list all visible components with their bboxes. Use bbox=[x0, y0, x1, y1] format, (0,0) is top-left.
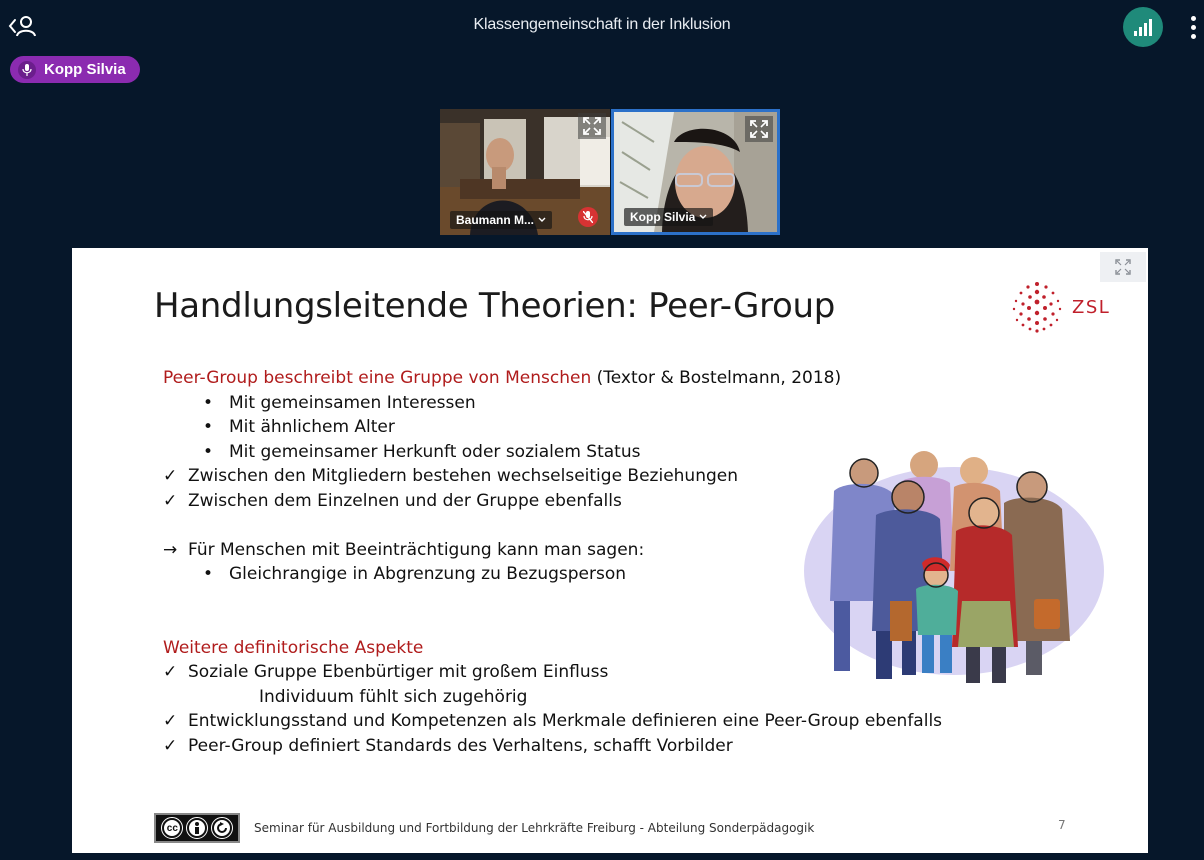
video-name-tag[interactable]: Kopp Silvia bbox=[624, 208, 713, 226]
peer-group-illustration bbox=[794, 451, 1106, 697]
fullscreen-expand-icon bbox=[1115, 259, 1131, 275]
fullscreen-expand-icon bbox=[583, 117, 601, 135]
cc-license-badge bbox=[154, 813, 240, 843]
slide-line: • Mit ähnlichem Alter bbox=[203, 417, 395, 437]
video-name-tag[interactable]: Baumann M... bbox=[450, 211, 552, 229]
slide-line: Weitere definitorische Aspekte bbox=[163, 637, 424, 658]
slide-line: • Gleichrangige in Abgrenzung zu Bezugsperson bbox=[203, 564, 627, 584]
sa-icon bbox=[212, 818, 232, 838]
zsl-logo bbox=[1010, 280, 1110, 334]
zsl-dots-icon bbox=[1010, 280, 1064, 334]
more-options-button[interactable] bbox=[1183, 12, 1203, 42]
muted-microphone-icon bbox=[578, 207, 598, 227]
video-tile-baumann[interactable] bbox=[440, 109, 610, 235]
slide-line: ✓ Soziale Gruppe Ebenbürtiger mit großem Einfluss bbox=[163, 662, 609, 682]
by-icon bbox=[187, 818, 207, 838]
cc-icon: cc bbox=[162, 818, 182, 838]
slide-line: • Mit gemeinsamer Herkunft oder sozialem Status bbox=[203, 441, 641, 462]
fullscreen-expand-icon bbox=[750, 120, 768, 138]
microphone-icon bbox=[18, 61, 36, 79]
top-bar bbox=[0, 0, 1204, 52]
fullscreen-presentation-button[interactable] bbox=[1100, 252, 1146, 282]
expand-video-button[interactable] bbox=[745, 116, 773, 142]
slide-line: • Mit gemeinsamen Interessen bbox=[203, 392, 476, 413]
meeting-title: Klassengemeinschaft in der Inklusion bbox=[473, 16, 731, 33]
footer-text: Seminar für Ausbildung und Fortbildung der Lehrkräfte Freiburg - Abteilung Sonderpädagogik bbox=[254, 821, 815, 835]
slide-line: ✓ Zwischen dem Einzelnen und der Gruppe ebenfalls bbox=[163, 490, 622, 511]
chevron-down-icon bbox=[699, 214, 707, 220]
talker-indicator[interactable] bbox=[10, 56, 140, 83]
video-tile-kopp[interactable] bbox=[611, 109, 780, 235]
slide-line: ✓ Entwicklungsstand und Kompetenzen als Merkmale definieren eine Peer-Group ebenfalls bbox=[163, 711, 943, 731]
slide-title: Handlungsleitende Theorien: Peer-Group bbox=[154, 286, 836, 326]
slide-line: Peer-Group beschreibt eine Gruppe von Menschen (Textor & Bostelmann, 2018) bbox=[163, 368, 842, 388]
vertical-dots-icon bbox=[1191, 16, 1196, 21]
zsl-logo-text: ZSL bbox=[1072, 296, 1111, 318]
slide-line: ✓ Zwischen den Mitgliedern bestehen wechselseitige Beziehungen bbox=[163, 466, 739, 486]
expand-video-button[interactable] bbox=[578, 113, 606, 139]
slide-line: ✓ Peer-Group definiert Standards des Verhaltens, schafft Vorbilder bbox=[163, 735, 733, 756]
signal-bars-icon bbox=[1133, 18, 1153, 36]
slide-line: Individuum fühlt sich zugehörig bbox=[259, 686, 528, 707]
talker-name: Kopp Silvia bbox=[44, 61, 126, 78]
connection-status-button[interactable] bbox=[1123, 7, 1163, 47]
chevron-down-icon bbox=[538, 217, 546, 223]
presentation-slide[interactable] bbox=[72, 248, 1148, 853]
slide-line: → Für Menschen mit Beeinträchtigung kann man sagen: bbox=[163, 539, 645, 560]
slide-footer bbox=[154, 813, 814, 843]
page-number: 7 bbox=[1058, 818, 1066, 832]
